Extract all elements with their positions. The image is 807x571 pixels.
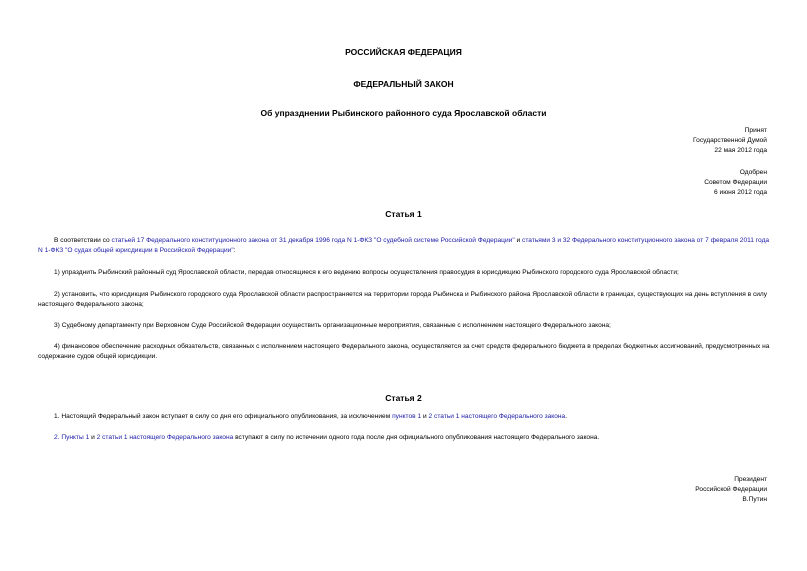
article1-item4: 4) финансовое обеспечение расходных обязательств, связанных с исполнением настоящего Федерального закона, осуществляется за счет средств федерального бюджета в пределах бюджетных ассигнований, предусмотренных на содержание судов общей юрисдикции. [38, 343, 770, 361]
adoption-line2: Государственной Думой [693, 137, 767, 144]
intro-text1: В соответствии со [54, 237, 112, 244]
article1-item2: 2) установить, что юрисдикция Рыбинского городского суда Ярославской области распространяется на территории города Рыбинска и Рыбинского района Ярославской области в границах, существующих на день вступления в силу настоящего Федерального закона; [38, 291, 768, 309]
signature-country: Российской Федерации [695, 486, 767, 493]
law-title: Об упразднении Рыбинского районного суда Ярославской области [260, 108, 547, 118]
a2p1-text1: 1. Настоящий Федеральный закон вступает в силу со дня его официального опубликования, за исключением [54, 413, 393, 420]
link-fkz-1996[interactable]: статьей 17 Федерального конституционного закона от 31 декабря 1996 года N 1-ФКЗ "О судебной системе Российской Федерации" [111, 237, 515, 244]
link-item-number-2[interactable]: 2. [54, 434, 60, 441]
article1-intro [38, 236, 770, 256]
signature-block [695, 475, 767, 505]
link-this-law[interactable]: настоящего Федерального закона [461, 413, 566, 420]
link-this-federal-law[interactable]: настоящего Федерального закона [129, 434, 234, 441]
article1-item1: 1) упразднить Рыбинский районный суд Ярославской области, передав относящиеся к его ведению вопросы осуществления правосудия в юрисдикцию Рыбинского городского суда Ярославской области; [54, 269, 679, 276]
a2p2-text3: вступают в силу по истечении одного года после дня официального опубликования настоящего Федерального закона. [233, 434, 600, 441]
adoption-block [693, 126, 767, 156]
link-article1-item2[interactable]: 2 статьи 1 [428, 413, 460, 420]
article2-heading: Статья 2 [385, 393, 422, 403]
article1-heading: Статья 1 [385, 209, 422, 219]
approval-line2: Советом Федерации [704, 179, 767, 186]
a2p2-text1: и [89, 434, 97, 441]
approval-block [704, 168, 767, 198]
approval-date: 6 июня 2012 года [714, 189, 767, 196]
intro-text2: и [514, 237, 523, 244]
adoption-line1: Принят [744, 127, 767, 134]
intro-text3: : [233, 247, 236, 255]
approval-line1: Одобрен [739, 169, 767, 176]
signature-title: Президент [734, 476, 767, 483]
article2-item1 [38, 412, 770, 422]
link-items-1[interactable]: пунктов 1 [392, 413, 422, 420]
a2p1-text4: . [565, 413, 568, 420]
article1-item3: 3) Судебному департаменту при Верховном Суде Российской Федерации осуществить организационные мероприятия, связанные с исполнением настоящего Федерального закона; [54, 322, 611, 329]
adoption-date: 22 мая 2012 года [714, 147, 767, 154]
country-heading: РОССИЙСКАЯ ФЕДЕРАЦИЯ [345, 47, 462, 57]
article2-item2 [38, 433, 770, 443]
link-art1-item2[interactable]: 2 статьи 1 [96, 434, 128, 441]
link-points-1[interactable]: Пункты 1 [61, 434, 90, 441]
a2p1-text2: и [421, 413, 429, 420]
signature-name: В.Путин [742, 496, 767, 503]
link-fkz-2011[interactable]: статьями 3 и 32 Федерального конституционного закона от 7 февраля 2011 года N 1-ФКЗ "О судах общей юрисдикции в Российской Федерации" [38, 237, 770, 255]
document-type-heading: ФЕДЕРАЛЬНЫЙ ЗАКОН [353, 79, 454, 89]
